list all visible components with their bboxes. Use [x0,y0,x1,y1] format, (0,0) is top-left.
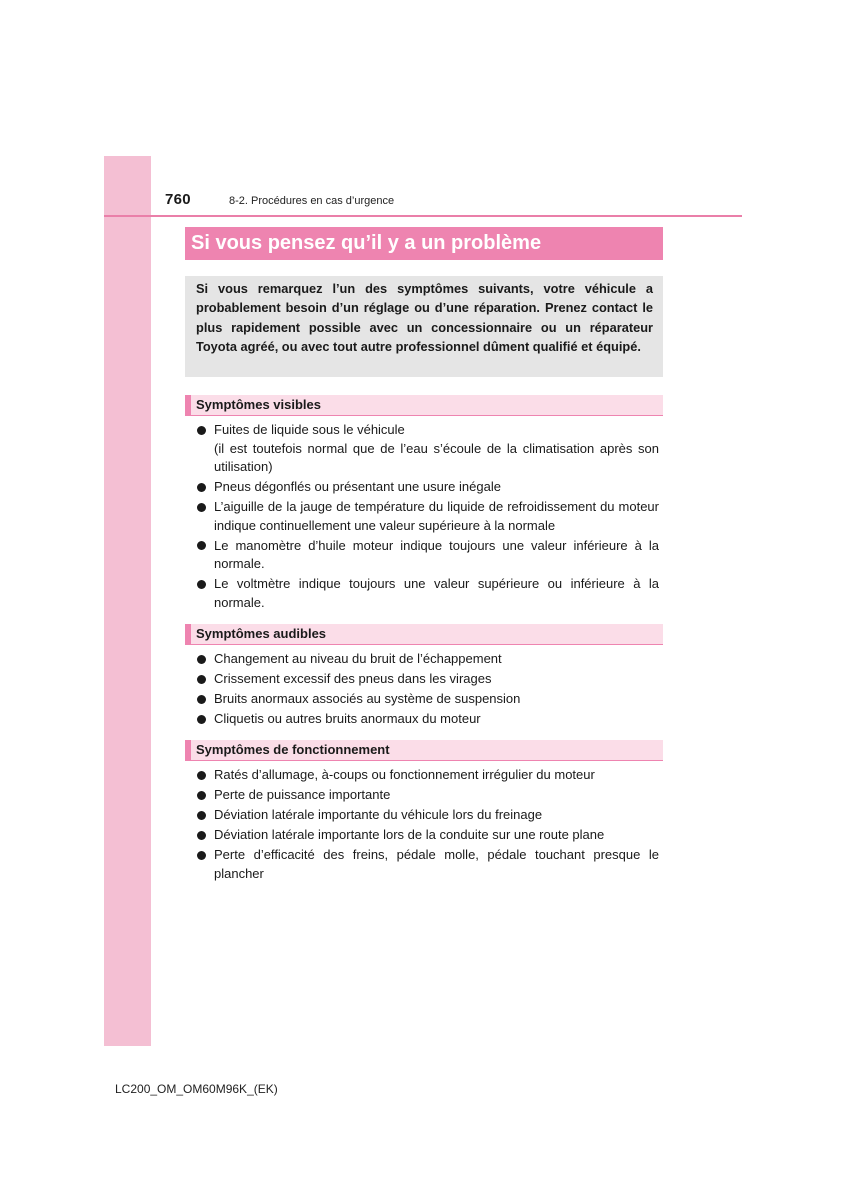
side-tab-band [104,156,151,1046]
bullet-dot-icon [197,715,206,724]
operation-symptoms-list [197,766,659,885]
bullet-dot-icon [197,580,206,589]
subhead-visible-symptoms: Symptômes visibles [185,395,663,416]
subhead-operation-symptoms: Symptômes de fonctionnement [185,740,663,761]
list-item: Déviation latérale importante lors de la conduite sur une route plane [197,826,659,845]
header-divider [104,215,742,217]
list-item: Perte d’efficacité des freins, pédale molle, pédale touchant presque le plancher [197,846,659,883]
bullet-dot-icon [197,655,206,664]
bullet-dot-icon [197,426,206,435]
list-item: Le manomètre d’huile moteur indique toujours une valeur inférieure à la normale. [197,537,659,574]
intro-text: Si vous remarquez l’un des symptômes suivants, votre véhicule a probablement besoin d’un réglage ou d’une réparation. Prenez contact le plus rapidement possible avec un concessionnaire ou un réparateur Toyota agréé, ou avec tout autre professionnel dûment qualifié et équipé. [196,281,653,354]
subhead-audible-symptoms: Symptômes audibles [185,624,663,645]
bullet-dot-icon [197,483,206,492]
bullet-dot-icon [197,695,206,704]
page-number: 760 [165,191,191,208]
list-item: Changement au niveau du bruit de l’échappement [197,650,659,669]
bullet-dot-icon [197,541,206,550]
bullet-dot-icon [197,503,206,512]
list-item: Ratés d’allumage, à-coups ou fonctionnement irrégulier du moteur [197,766,659,785]
chapter-breadcrumb: 8-2. Procédures en cas d’urgence [229,195,395,207]
list-item: Bruits anormaux associés au système de suspension [197,690,659,709]
list-item: Perte de puissance importante [197,786,659,805]
footer-document-code: LC200_OM_OM60M96K_(EK) [115,1082,278,1096]
list-item: Crissement excessif des pneus dans les virages [197,670,659,689]
bullet-dot-icon [197,851,206,860]
list-item: Fuites de liquide sous le véhicule (il est toutefois normal que de l’eau s’écoule de la climatisation après son utilisation) [197,421,659,477]
bullet-dot-icon [197,791,206,800]
page-title: Si vous pensez qu’il y a un problème [185,227,663,260]
list-item: Cliquetis ou autres bruits anormaux du moteur [197,710,659,729]
list-item: Le voltmètre indique toujours une valeur supérieure ou inférieure à la normale. [197,575,659,612]
visible-symptoms-list [197,421,659,614]
audible-symptoms-list [197,650,659,730]
intro-box [185,276,663,377]
list-item: L’aiguille de la jauge de température du liquide de refroidissement du moteur indique continuellement une valeur supérieure à la normale [197,498,659,535]
list-item: Pneus dégonflés ou présentant une usure inégale [197,478,659,497]
bullet-dot-icon [197,675,206,684]
list-item: Déviation latérale importante du véhicule lors du freinage [197,806,659,825]
bullet-dot-icon [197,811,206,820]
bullet-dot-icon [197,771,206,780]
bullet-dot-icon [197,831,206,840]
